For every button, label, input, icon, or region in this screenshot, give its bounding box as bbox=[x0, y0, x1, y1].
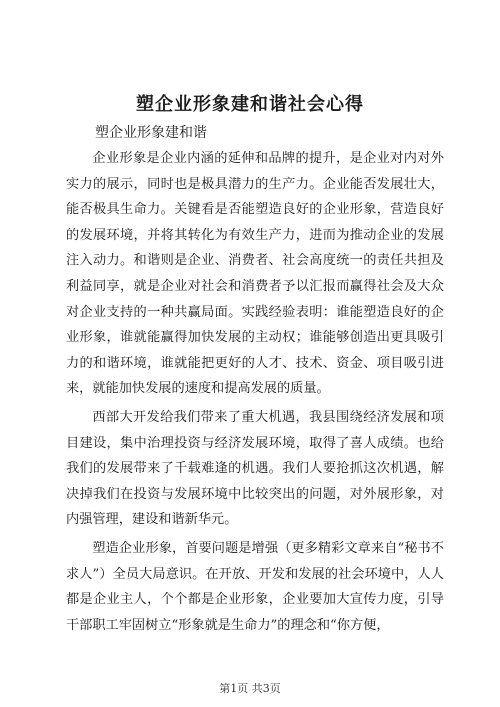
body-paragraph: 西部大开发给我们带来了重大机遇，我县围绕经济发展和项目建设，集中治理投资与经济发展环境，取得了喜人成绩。也给我们的发展带来了千载难逢的机遇。我们人要抢抓这次机遇，解决掉我们在投资与发展环境中比较突出的问题，对外展形象，对内强管理，建设和谐新华元。 bbox=[66, 409, 444, 528]
page-number-footer: 第1页 共3页 bbox=[219, 682, 281, 695]
document-title: 塑企业形象建和谐社会心得 bbox=[136, 94, 364, 115]
body-paragraph: 塑造企业形象，首要问题是增强（更多精彩文章来自“秘书不求人”）全员大局意识。在开放、开发和发展的社会环境中，人人都是企业主人，个个都是企业形象，企业要加大宣传力度，引导干部职工牢固树立“形象就是生命力”的理念和“你方便， bbox=[66, 540, 444, 633]
body-paragraph: 企业形象是企业内涵的延伸和品牌的提升，是企业对内对外实力的展示，同时也是极具潜力的生产力。企业能否发展壮大，能否极具生命力。关键看是否能塑造良好的企业形象，营造良好的发展环境，并将其转化为有效生产力，进而为推动企业的发展注入动力。和谐则是企业、消费者、社会高度统一的责任共担及利益同享，就是企业对社会和消费者予以汇报而赢得社会及大众对企业支持的一种共赢局面。实践经验表明：谁能塑造良好的企业形象，谁就能赢得加快发展的主动权；谁能够创造出更具吸引力的和谐环境，谁就能把更好的人才、技术、资金、项目吸引进来，就能加快发展的速度和提高发展的质量。 bbox=[66, 151, 444, 397]
document-subtitle: 塑企业形象建和谐 bbox=[95, 125, 207, 141]
document-body bbox=[66, 146, 444, 641]
